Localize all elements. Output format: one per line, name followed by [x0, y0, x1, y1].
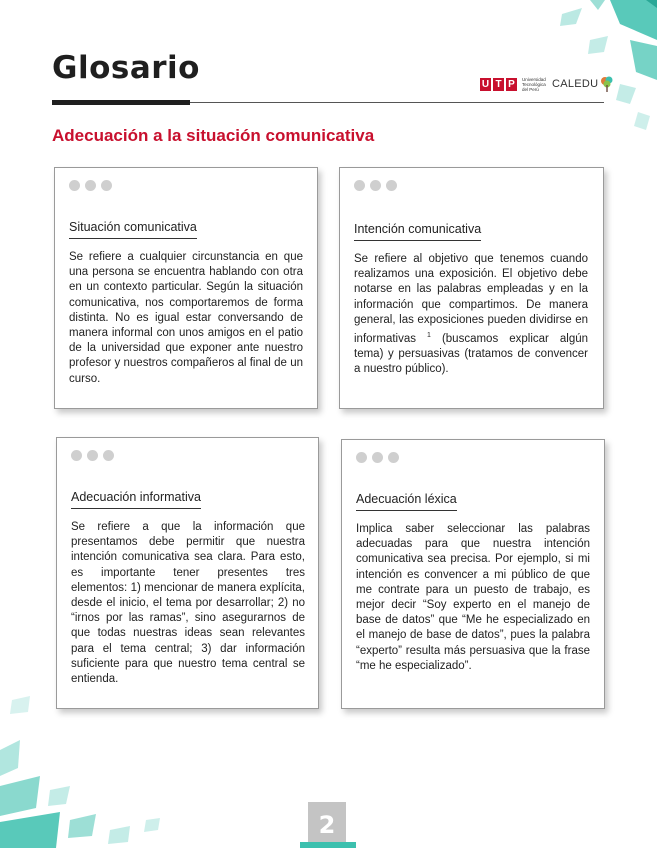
decorative-shapes-bottom-left	[0, 690, 210, 848]
card-situacion-comunicativa	[54, 167, 318, 409]
card-title: Adecuación informativa	[71, 490, 201, 509]
tree-icon	[600, 76, 614, 92]
card-intencion-comunicativa	[339, 167, 604, 409]
utp-letter-t: T	[493, 78, 504, 91]
utp-letter-p: P	[506, 78, 517, 91]
page-title: Glosario	[52, 50, 200, 86]
window-dots	[356, 452, 404, 463]
card-text	[354, 252, 588, 377]
utp-logo	[480, 77, 552, 92]
window-dots	[69, 180, 117, 191]
card-title: Adecuación léxica	[356, 492, 457, 511]
caledu-logo-text: CALEDU	[552, 78, 599, 90]
utp-subtitle: Universidad Tecnológica del Perú	[522, 77, 546, 92]
page-number-band	[300, 842, 356, 848]
window-dots	[71, 450, 119, 461]
card-title: Situación comunicativa	[69, 220, 197, 239]
page-number: 2	[308, 802, 346, 848]
card-text-part-2: (buscamos explicar algún tema) y persuasivas (tratamos de convencer a nuestro público).	[354, 332, 589, 376]
card-text-part-1: Se refiere al objetivo que tenemos cuando realizamos una exposición. El objetivo debe notarse en las palabras empleadas y en la información que compartimos. De manera general, las exposiciones pueden dividirse en informativas	[354, 253, 588, 345]
card-adecuacion-lexica	[341, 439, 605, 709]
card-text: Se refiere a cualquier circunstancia en que una persona se encuentra hablando con otra en un contexto particular. Según la situación comunicativa, nos comportaremos de forma distinta. No es igual estar conversando de manera informal con unos amigos en el patio de la universidad que exponer ante nuestro profesor y nuestros compañeros al final de un curso.	[69, 251, 303, 385]
title-underline-bar	[52, 100, 190, 105]
section-heading: Adecuación a la situación comunicativa	[52, 126, 375, 145]
footnote-marker: 1	[427, 332, 431, 340]
window-dots	[354, 180, 402, 191]
utp-letter-u: U	[481, 79, 490, 90]
card-title: Intención comunicativa	[354, 222, 481, 241]
header-divider	[190, 102, 604, 103]
card-text: Se refiere a que la información que presentamos debe permitir que nuestra intención comunicativa sea clara. Para esto, es importante tener presentes tres elementos: 1) mencionar de manera explícita, desde el inicio, el tema por desarrollar; 2) no “irnos por las ramas”, sino asegurarnos de que todas nuestras ideas sean relevantes para el tema central; 3) dar información suficiente para que nuestro tema central se entienda.	[71, 521, 305, 686]
caledu-logo	[552, 76, 614, 92]
card-text: Implica saber seleccionar las palabras adecuadas para que nuestra intención comunicativa sea precisa. Por ejemplo, si mi intención es convencer a mi público de que me contrate para un puesto de trabajo, es mejor decir “Soy experto en el manejo de base de datos” que “Me he especializado en el manejo de base de datos”, pues la palabra “experto” resulta más persuasiva que la frase “me he especializado”.	[356, 523, 590, 672]
card-adecuacion-informativa	[56, 437, 319, 709]
